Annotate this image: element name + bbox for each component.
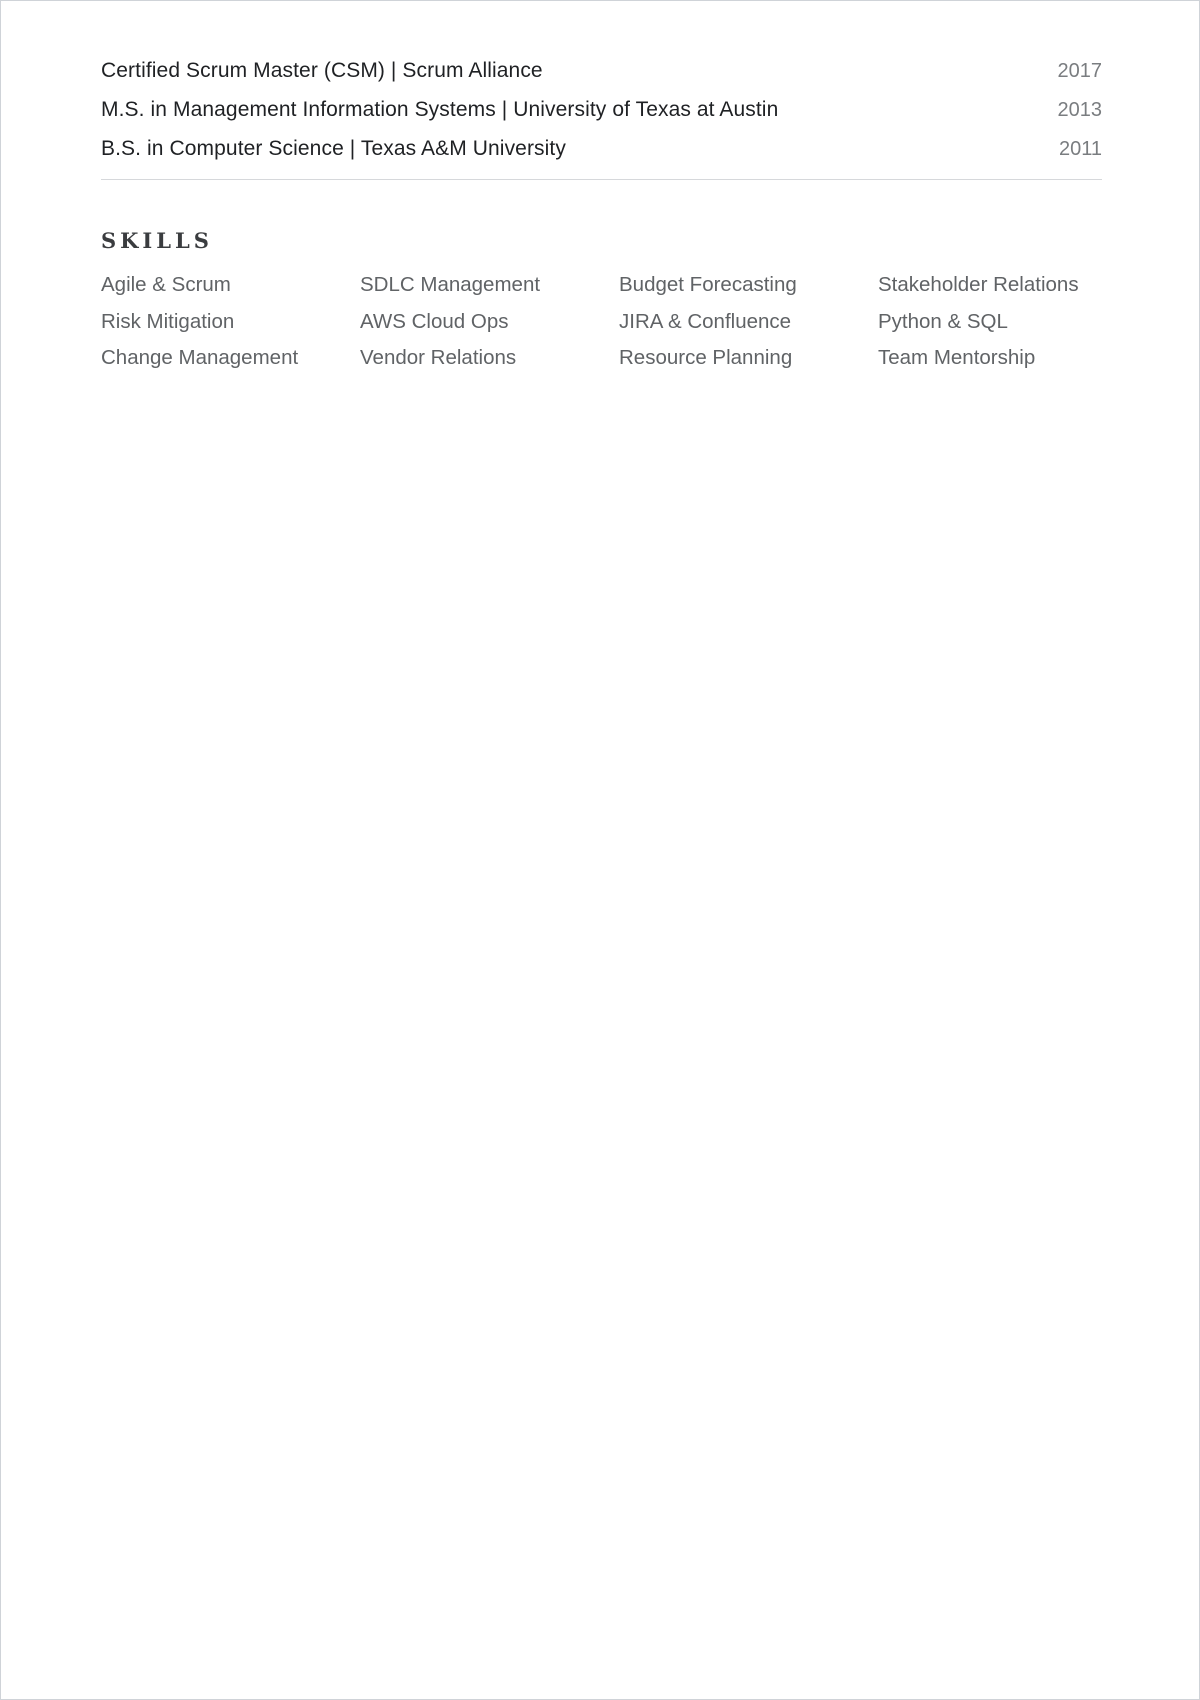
skill-item: Stakeholder Relations [878, 273, 1079, 296]
education-title: B.S. in Computer Science | Texas A&M University [101, 137, 566, 160]
education-year: 2011 [1058, 138, 1102, 160]
resume-content [101, 59, 1102, 383]
education-title: Certified Scrum Master (CSM) | Scrum Alliance [101, 59, 543, 82]
skill-item: Team Mentorship [878, 346, 1036, 369]
education-entry [101, 98, 1102, 137]
skill-item: Budget Forecasting [619, 273, 797, 296]
education-year: 2017 [1057, 60, 1102, 82]
skill-item: Python & SQL [878, 309, 1008, 333]
skills-heading: SKILLS [101, 228, 213, 253]
education-entry [101, 59, 1102, 98]
skill-item: AWS Cloud Ops [360, 309, 509, 333]
skill-item: Vendor Relations [360, 346, 517, 369]
education-year: 2013 [1057, 99, 1102, 121]
skill-item: Agile & Scrum [101, 273, 231, 296]
skill-item: JIRA & Confluence [619, 309, 792, 333]
skill-item: Change Management [101, 346, 299, 369]
skill-item: Risk Mitigation [101, 309, 235, 333]
education-title: M.S. in Management Information Systems | University of Texas at Austin [101, 98, 779, 121]
skill-item: Resource Planning [619, 346, 793, 369]
skill-item: SDLC Management [360, 273, 541, 296]
section-divider [101, 179, 1102, 180]
education-entry [101, 137, 1102, 176]
skills-grid [101, 273, 1102, 383]
